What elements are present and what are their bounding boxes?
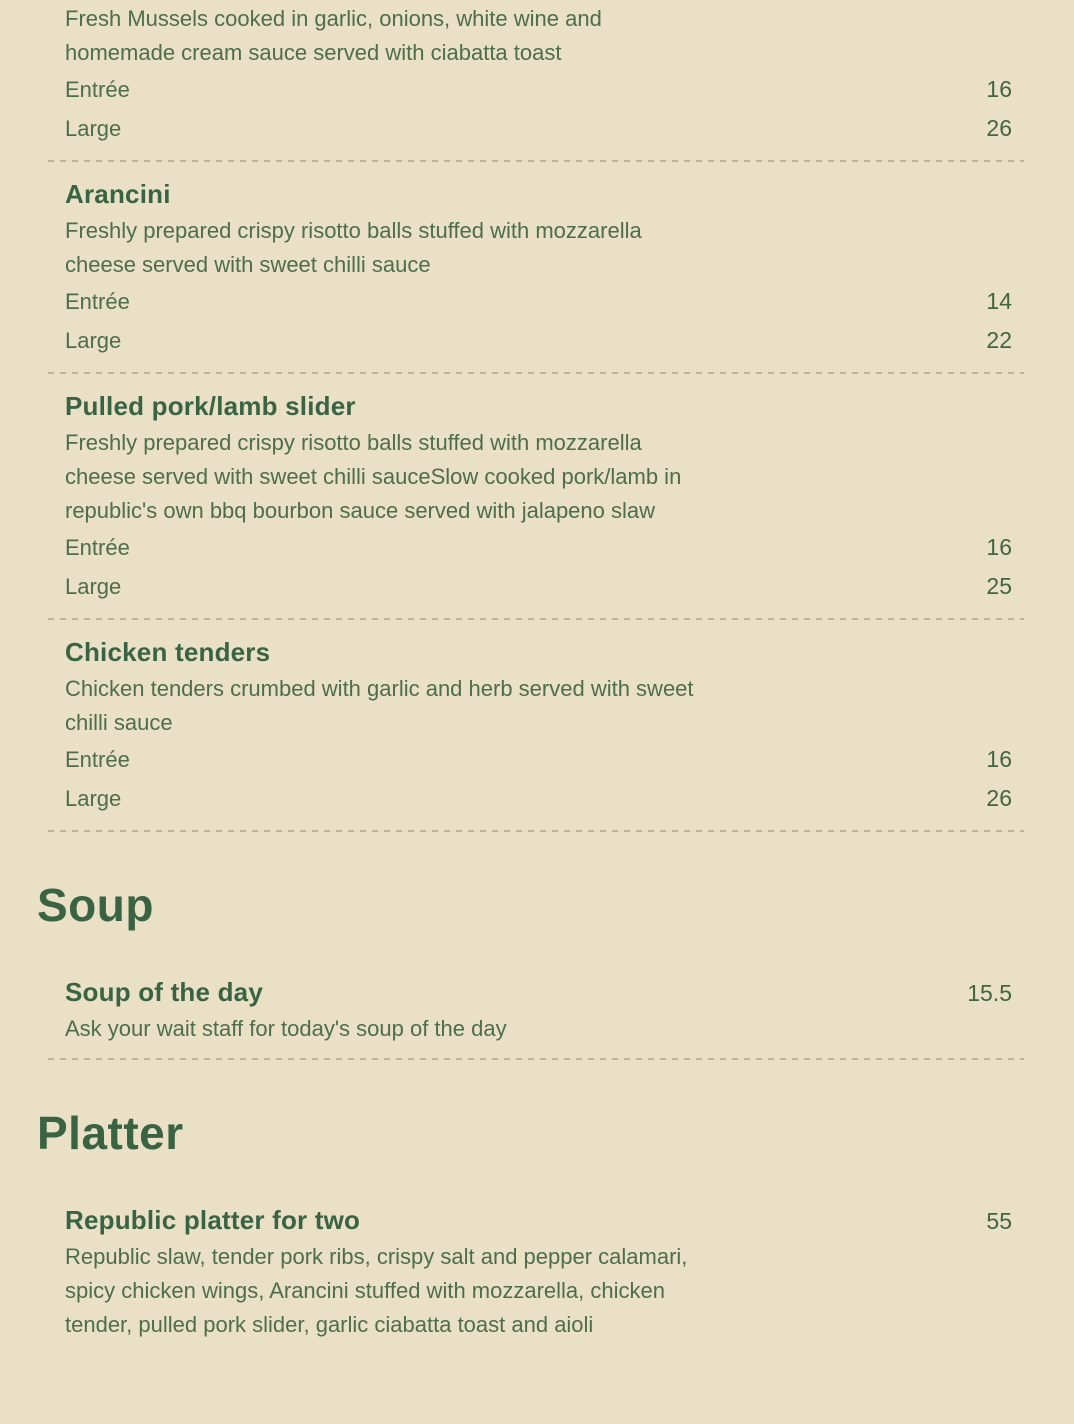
option-price: 26 <box>986 115 1012 141</box>
menu-item-fresh-mussels <box>48 0 1024 162</box>
item-title: Arancini <box>65 179 171 209</box>
menu-item-republic-platter-for-two <box>48 1188 1024 1356</box>
menu-item-list <box>48 0 1024 832</box>
section-platter <box>37 1104 1024 1356</box>
item-price: 55 <box>986 1208 1012 1234</box>
item-description: Republic slaw, tender pork ribs, crispy salt and pepper calamari, spicy chicken wings, Arancini stuffed with mozzarella, chicken tender, pulled pork slider, garlic ciabatta toast and aioli <box>65 1244 688 1337</box>
section-heading: Soup <box>37 879 154 931</box>
item-title: Chicken tenders <box>65 637 271 667</box>
option-label: Entrée <box>65 289 130 314</box>
menu-item-chicken-tenders <box>48 620 1024 832</box>
item-description: Freshly prepared crispy risotto balls stuffed with mozzarella cheese served with sweet chilli sauce <box>65 218 642 277</box>
item-title: Republic platter for two <box>65 1205 361 1235</box>
option-price: 14 <box>986 288 1012 314</box>
menu-item-list <box>48 960 1024 1060</box>
option-price: 22 <box>986 327 1012 353</box>
item-option-row <box>65 567 1024 606</box>
option-label: Large <box>65 574 122 599</box>
option-label: Large <box>65 786 122 811</box>
item-option-row <box>65 109 1024 148</box>
option-label: Large <box>65 328 122 353</box>
menu-item-list <box>48 1188 1024 1356</box>
menu-item-pulled-pork-lamb-slider <box>48 374 1024 620</box>
menu-item-arancini <box>48 162 1024 374</box>
option-label: Entrée <box>65 535 130 560</box>
section-heading: Platter <box>37 1107 184 1159</box>
item-description: Freshly prepared crispy risotto balls stuffed with mozzarella cheese served with sweet chilli sauceSlow cooked pork/lamb in republic's own bbq bourbon sauce served with jalapeno slaw <box>65 430 682 523</box>
option-price: 26 <box>986 785 1012 811</box>
item-option-row <box>65 528 1024 567</box>
option-price: 16 <box>986 746 1012 772</box>
item-option-row <box>65 779 1024 818</box>
item-option-row <box>65 282 1024 321</box>
item-title: Pulled pork/lamb slider <box>65 391 356 421</box>
option-label: Entrée <box>65 77 130 102</box>
item-title-row <box>65 1200 1024 1240</box>
item-title-row <box>65 972 1024 1012</box>
item-title: Soup of the day <box>65 977 263 1007</box>
item-option-row <box>65 740 1024 779</box>
item-description: Fresh Mussels cooked in garlic, onions, white wine and homemade cream sauce served with ciabatta toast <box>65 6 602 65</box>
option-price: 25 <box>986 573 1012 599</box>
section-soup <box>37 876 1024 1060</box>
option-label: Entrée <box>65 747 130 772</box>
option-label: Large <box>65 116 122 141</box>
item-price: 15.5 <box>967 980 1012 1006</box>
item-description: Chicken tenders crumbed with garlic and herb served with sweet chilli sauce <box>65 676 694 735</box>
option-price: 16 <box>986 76 1012 102</box>
menu-item-soup-of-the-day <box>48 960 1024 1060</box>
item-option-row <box>65 70 1024 109</box>
option-price: 16 <box>986 534 1012 560</box>
item-description: Ask your wait staff for today's soup of the day <box>65 1016 507 1041</box>
item-option-row <box>65 321 1024 360</box>
